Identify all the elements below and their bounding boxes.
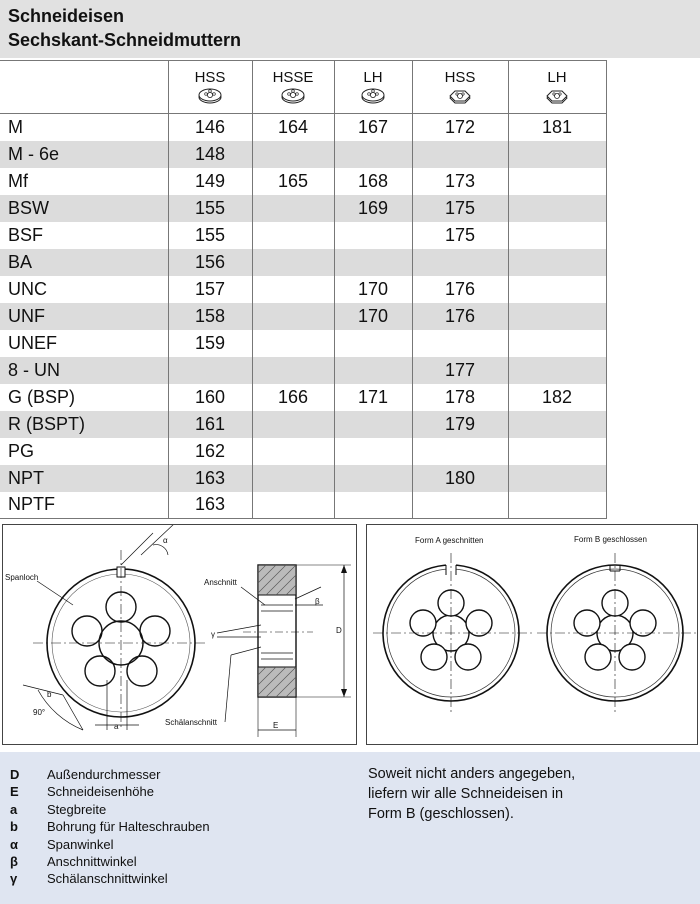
table-cell [252, 357, 334, 384]
table-cell [508, 330, 606, 357]
table-cell [252, 141, 334, 168]
column-header-hss [168, 61, 252, 114]
table-cell: 167 [334, 114, 412, 141]
table-cell [508, 168, 606, 195]
table-cell [508, 303, 606, 330]
table-row [0, 249, 606, 276]
die-dimension-drawing-svg [3, 525, 358, 746]
table-cell [252, 411, 334, 438]
row-label: UNEF [0, 330, 168, 357]
legend-symbol: β [10, 854, 18, 870]
legend-item [10, 783, 210, 800]
table-cell: 171 [334, 384, 412, 411]
legend-text: Stegbreite [47, 801, 107, 817]
table-cell [252, 303, 334, 330]
table-cell: 159 [168, 330, 252, 357]
title-line-2: Sechskant-Schneidmuttern [8, 30, 242, 50]
table-cell: 158 [168, 303, 252, 330]
table-cell: 169 [334, 195, 412, 222]
header-blank-cell [0, 61, 168, 114]
form-a-die [373, 553, 533, 715]
label-gamma: γ [211, 630, 215, 639]
label-form-a: Form A geschnitten [415, 536, 484, 545]
column-header-label: HSS [444, 69, 476, 86]
legend-symbol: D [10, 767, 20, 782]
table-cell [334, 249, 412, 276]
table-cell: 161 [168, 411, 252, 438]
legend-text: Bohrung für Halteschrauben [47, 819, 210, 835]
label-e: E [273, 721, 279, 730]
legend-symbol: α [10, 836, 18, 852]
table-cell [508, 195, 606, 222]
table-cell: 162 [168, 438, 252, 465]
row-label: M [0, 114, 168, 141]
column-header-label: HSS [194, 69, 226, 86]
table-cell [252, 492, 334, 519]
table-cell [412, 492, 508, 519]
note-line: Soweit nicht anders angegeben, [368, 766, 576, 782]
table-cell: 178 [412, 384, 508, 411]
table-cell [508, 411, 606, 438]
table-cell [334, 222, 412, 249]
table-row [0, 303, 606, 330]
row-label: UNF [0, 303, 168, 330]
table-row [0, 357, 606, 384]
table-cell [334, 141, 412, 168]
table-cell [334, 357, 412, 384]
table-cell: 181 [508, 114, 606, 141]
table-cell: 148 [168, 141, 252, 168]
table-cell: 177 [412, 357, 508, 384]
table-cell [252, 222, 334, 249]
legend-text: Schneideisenhöhe [47, 784, 154, 800]
table-cell [508, 141, 606, 168]
table-row [0, 222, 606, 249]
row-label: M - 6e [0, 141, 168, 168]
legend-item [10, 801, 210, 818]
round-die-icon [197, 87, 223, 105]
row-label: Mf [0, 168, 168, 195]
row-label: R (BSPT) [0, 411, 168, 438]
row-label: NPT [0, 465, 168, 492]
table-cell [252, 438, 334, 465]
table-row [0, 330, 606, 357]
label-anschnitt: Anschnitt [204, 578, 237, 587]
table-cell: 155 [168, 222, 252, 249]
table-cell [412, 438, 508, 465]
table-cell: 170 [334, 303, 412, 330]
table-cell: 155 [168, 195, 252, 222]
table-cell: 149 [168, 168, 252, 195]
table-cell [252, 249, 334, 276]
table-cell: 157 [168, 276, 252, 303]
table-row [0, 411, 606, 438]
table-row [0, 492, 606, 519]
column-header-label: HSSE [272, 69, 314, 86]
table-row [0, 195, 606, 222]
table-cell [412, 249, 508, 276]
table-cell: 160 [168, 384, 252, 411]
table-cell [412, 330, 508, 357]
title-line-1: Schneideisen [8, 6, 125, 26]
table-cell [508, 357, 606, 384]
table-cell: 176 [412, 276, 508, 303]
round-die-icon [280, 87, 306, 105]
die-forms-drawing-svg [367, 525, 699, 746]
legend-text: Schälanschnittwinkel [47, 871, 168, 887]
legend-item [10, 766, 210, 783]
table-cell: 176 [412, 303, 508, 330]
note-line: Form B (geschlossen). [368, 806, 514, 822]
table-cell: 173 [412, 168, 508, 195]
table-cell: 180 [412, 465, 508, 492]
table-cell [508, 465, 606, 492]
table-cell: 175 [412, 195, 508, 222]
legend-item [10, 870, 210, 887]
table-row [0, 465, 606, 492]
table-row [0, 168, 606, 195]
round-die-icon [360, 87, 386, 105]
table-cell [334, 330, 412, 357]
label-beta: β [315, 597, 320, 606]
table-cell [252, 465, 334, 492]
label-alpha: α [163, 536, 168, 545]
row-label: 8 - UN [0, 357, 168, 384]
label-angle: 90° [33, 708, 46, 717]
table-cell [508, 249, 606, 276]
table-cell: 175 [412, 222, 508, 249]
table-row [0, 384, 606, 411]
symbol-legend [10, 766, 210, 888]
column-header-hsse [252, 61, 334, 114]
die-dimension-drawing [2, 524, 357, 745]
column-header-lh [334, 61, 412, 114]
label-a: a [114, 722, 119, 731]
label-form-b: Form B geschlossen [574, 535, 647, 544]
thread-page-index-table [0, 60, 607, 519]
note-line: liefern wir alle Schneideisen in [368, 786, 564, 802]
column-header-label: LH [547, 69, 567, 86]
legend-item [10, 836, 210, 853]
delivery-note [368, 764, 638, 824]
table-cell [252, 330, 334, 357]
table-cell [334, 492, 412, 519]
row-label: UNC [0, 276, 168, 303]
table-cell [508, 276, 606, 303]
column-header-label: LH [363, 69, 383, 86]
table-cell: 156 [168, 249, 252, 276]
table-cell: 182 [508, 384, 606, 411]
table-row [0, 438, 606, 465]
legend-symbol: γ [10, 871, 18, 887]
table-cell [508, 438, 606, 465]
column-header-lh-hex [508, 61, 606, 114]
table-cell: 163 [168, 465, 252, 492]
table-cell [252, 276, 334, 303]
hex-die-nut-icon [544, 87, 570, 107]
table-cell: 164 [252, 114, 334, 141]
table-cell [168, 357, 252, 384]
table-cell [334, 438, 412, 465]
row-label: BSF [0, 222, 168, 249]
row-label: BA [0, 249, 168, 276]
table-cell: 165 [252, 168, 334, 195]
table-row [0, 114, 606, 141]
table-cell [508, 222, 606, 249]
row-label: NPTF [0, 492, 168, 519]
die-forms-drawing [366, 524, 698, 745]
legend-text: Anschnittwinkel [47, 854, 137, 870]
label-d: D [336, 626, 342, 635]
table-header-row [0, 61, 606, 114]
table-cell: 166 [252, 384, 334, 411]
column-header-hss-hex [412, 61, 508, 114]
table-cell: 163 [168, 492, 252, 519]
label-b: b [47, 690, 52, 699]
row-label: BSW [0, 195, 168, 222]
form-b-die [537, 553, 697, 715]
legend-symbol: E [10, 784, 19, 800]
row-label: PG [0, 438, 168, 465]
legend-symbol: b [10, 819, 18, 835]
table-row [0, 276, 606, 303]
label-spanloch: Spanloch [5, 573, 39, 582]
table-cell [508, 492, 606, 519]
legend-item [10, 818, 210, 835]
hex-die-nut-icon [447, 87, 473, 107]
table-cell: 172 [412, 114, 508, 141]
legend-text: Spanwinkel [47, 836, 114, 852]
legend-symbol: a [10, 801, 18, 817]
table-cell [412, 141, 508, 168]
label-schaelanschnitt: Schälanschnitt [165, 718, 218, 727]
table-row [0, 141, 606, 168]
legend-item [10, 853, 210, 870]
table-cell [334, 411, 412, 438]
table-cell: 170 [334, 276, 412, 303]
table-cell: 146 [168, 114, 252, 141]
row-label: G (BSP) [0, 384, 168, 411]
table-cell [252, 195, 334, 222]
legend-text: Außendurchmesser [47, 767, 161, 782]
table-cell [334, 465, 412, 492]
title-bar [0, 0, 700, 58]
table-cell: 168 [334, 168, 412, 195]
legend-area [0, 752, 700, 904]
table-cell: 179 [412, 411, 508, 438]
